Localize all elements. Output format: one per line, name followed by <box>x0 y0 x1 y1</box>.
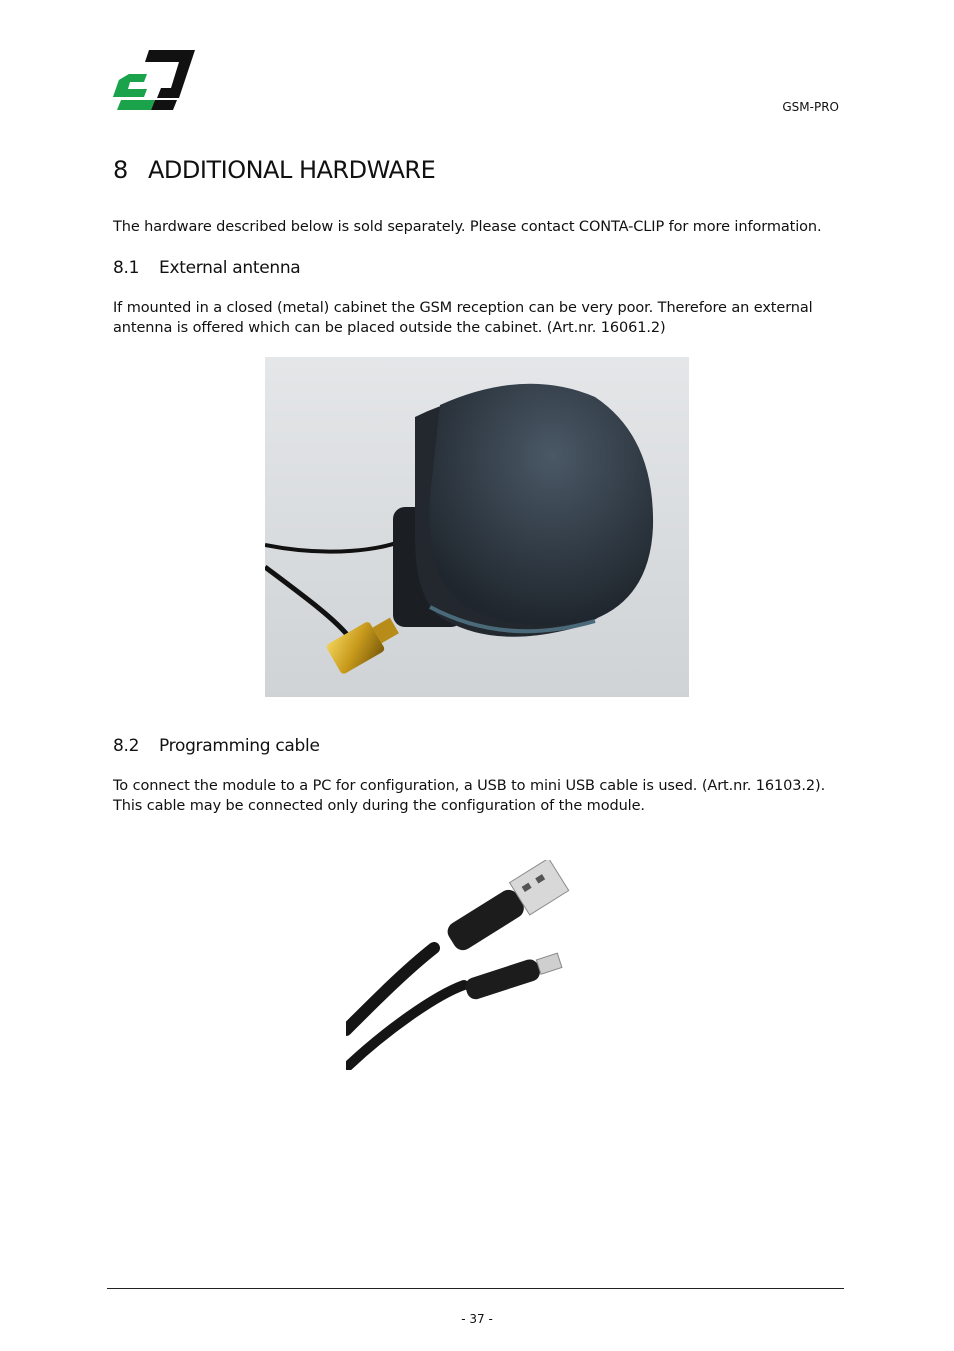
subsection-heading-antenna <box>113 258 300 278</box>
subsection-title: Programming cable <box>159 736 320 756</box>
section-intro: The hardware described below is sold separately. Please contact CONTA-CLIP for more information. <box>113 219 822 235</box>
antenna-description <box>113 298 843 338</box>
usb-cable-photo <box>346 860 586 1070</box>
subsection-title: External antenna <box>159 258 301 278</box>
footer-rule <box>107 1288 844 1289</box>
document-id: GSM-PRO <box>782 100 839 114</box>
company-logo <box>113 48 197 112</box>
page-number: - 37 - <box>461 1312 493 1326</box>
antenna-photo <box>265 357 689 697</box>
section-number: 8 <box>113 156 128 184</box>
cable-line-2: This cable may be connected only during the configuration of the module. <box>113 798 645 814</box>
subsection-number: 8.2 <box>113 736 140 756</box>
section-heading <box>113 156 435 184</box>
antenna-line-2: antenna is offered which can be placed outside the cabinet. (Art.nr. 16061.2) <box>113 320 666 336</box>
cable-description <box>113 776 843 816</box>
subsection-number: 8.1 <box>113 258 140 278</box>
cable-line-1: To connect the module to a PC for configuration, a USB to mini USB cable is used. (Art.nr. 16103.2). <box>113 778 826 794</box>
antenna-line-1: If mounted in a closed (metal) cabinet the GSM reception can be very poor. Therefore an external <box>113 300 813 316</box>
section-title: ADDITIONAL HARDWARE <box>148 156 436 184</box>
subsection-heading-cable <box>113 736 320 756</box>
